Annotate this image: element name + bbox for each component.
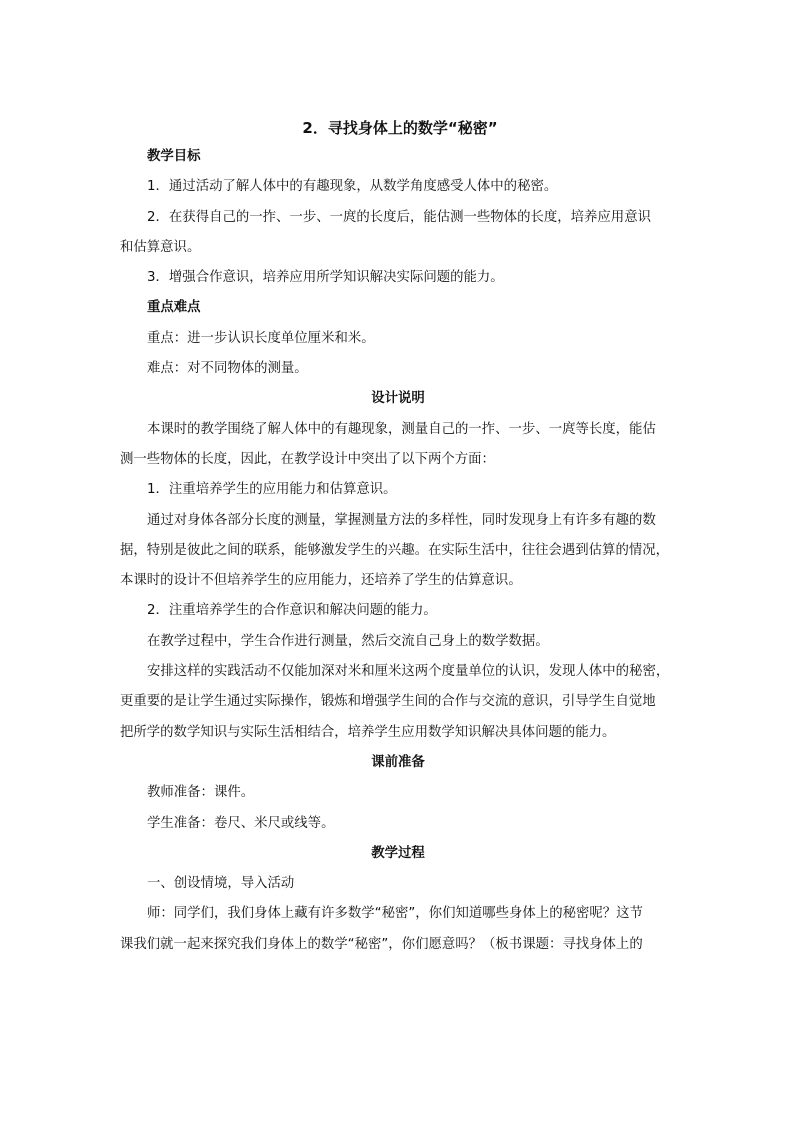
key-point-item: 重点：进一步认识长度单位厘米和米。 xyxy=(147,330,375,346)
document-content xyxy=(120,114,676,960)
objective-item-2-cont: 和估算意识。 xyxy=(120,239,201,255)
design-line-5: 据，特别是彼此之间的联系，能够激发学生的兴趣。在实际生活中，往往会遇到估算的情况， xyxy=(120,542,670,558)
process-line-3: 课我们就一起来探究我们身体上的数学“秘密”，你们愿意吗？（板书课题：寻找身体上的 xyxy=(120,936,643,952)
design-heading: 设计说明 xyxy=(371,391,425,407)
process-heading: 教学过程 xyxy=(371,845,425,861)
design-line-7: 2．注重培养学生的合作意识和解决问题的能力。 xyxy=(147,603,437,619)
design-line-4: 通过对身体各部分长度的测量，掌握测量方法的多样性，同时发现身上有许多有趣的数 xyxy=(147,512,656,528)
key-points-heading: 重点难点 xyxy=(147,300,201,316)
objective-item-3: 3．增强合作意识，培养应用所学知识解决实际问题的能力。 xyxy=(147,270,504,286)
objective-item-1: 1．通过活动了解人体中的有趣现象，从数学角度感受人体中的秘密。 xyxy=(147,179,558,195)
process-line-2: 师：同学们，我们身体上藏有许多数学“秘密”，你们知道哪些身体上的秘密呢？这节 xyxy=(147,906,643,922)
design-line-2: 测一些物体的长度，因此，在教学设计中突出了以下两个方面： xyxy=(120,451,495,467)
difficulty-item: 难点：对不同物体的测量。 xyxy=(147,361,308,377)
objectives-heading: 教学目标 xyxy=(147,149,201,164)
design-line-3: 1．注重培养学生的应用能力和估算意识。 xyxy=(147,482,397,498)
design-line-10: 更重要的是让学生通过实际操作，锻炼和增强学生间的合作与交流的意识，引导学生自觉地 xyxy=(120,694,656,710)
document-title: 2．寻找身体上的数学“秘密” xyxy=(302,119,498,137)
design-line-9: 安排这样的实践活动不仅能加深对米和厘米这两个度量单位的认识，发现人体中的秘密， xyxy=(147,664,670,680)
design-line-8: 在教学过程中，学生合作进行测量，然后交流自己身上的数学数据。 xyxy=(147,633,549,649)
preparation-heading: 课前准备 xyxy=(371,754,425,770)
process-line-1: 一、创设情境，导入活动 xyxy=(147,876,295,892)
design-line-1: 本课时的教学围绕了解人体中的有趣现象，测量自己的一拃、一步、一庹等长度，能估 xyxy=(147,421,656,437)
objective-item-2: 2．在获得自己的一拃、一步、一庹的长度后，能估测一些物体的长度，培养应用意识 xyxy=(147,209,651,225)
design-line-6: 本课时的设计不但培养学生的应用能力，还培养了学生的估算意识。 xyxy=(120,573,522,589)
student-preparation: 学生准备：卷尺、米尺或线等。 xyxy=(147,815,335,831)
teacher-preparation: 教师准备：课件。 xyxy=(147,785,255,801)
design-line-11: 把所学的数学知识与实际生活相结合，培养学生应用数学知识解决具体问题的能力。 xyxy=(120,724,616,740)
